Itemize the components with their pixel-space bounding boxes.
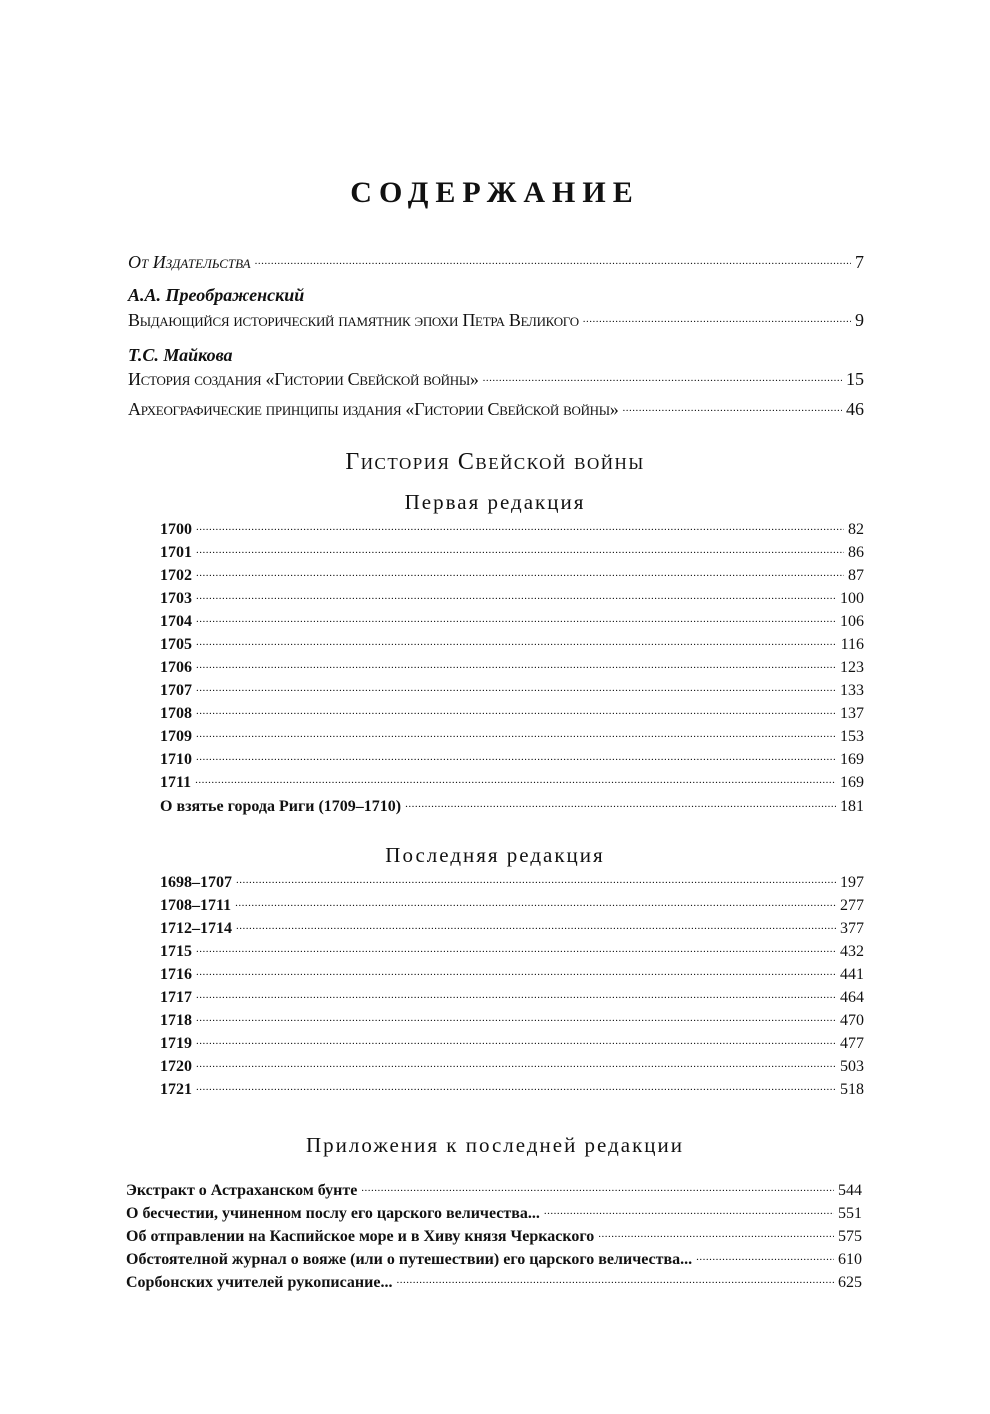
entry-title: 1720	[160, 1058, 192, 1075]
toc-entry-year[interactable]	[160, 725, 864, 746]
dot-leader	[696, 1248, 834, 1264]
toc-entry-year[interactable]	[160, 564, 864, 585]
dot-leader	[196, 610, 836, 626]
page-number: 277	[840, 897, 864, 914]
page-number: 551	[838, 1205, 862, 1222]
entry-title: 1709	[160, 728, 192, 745]
toc-entry-year[interactable]	[160, 940, 864, 961]
toc-entry-year[interactable]	[160, 587, 864, 608]
toc-entry-riga[interactable]	[160, 795, 864, 816]
dot-leader	[196, 1055, 836, 1071]
entry-title: 1717	[160, 989, 192, 1006]
entry-title: 1710	[160, 751, 192, 768]
toc-entry-year[interactable]	[160, 702, 864, 723]
dot-leader	[196, 1078, 836, 1094]
dot-leader	[544, 1202, 834, 1218]
subsection-heading-last-edition: Последняя редакция	[385, 843, 605, 867]
entry-title: История создания «Гистории Свейской войны»	[128, 369, 479, 389]
entry-title: Экстракт о Астраханском бунте	[126, 1182, 358, 1199]
page-number: 518	[840, 1081, 864, 1098]
page-number: 197	[840, 874, 864, 891]
toc-entry-year[interactable]	[160, 1032, 864, 1053]
entry-title: Обстоятелной журнал о вояже (или о путешествии) его царского величества...	[126, 1251, 693, 1268]
page-number: 86	[848, 544, 864, 561]
page-number: 503	[840, 1058, 864, 1075]
page-number: 181	[840, 798, 864, 815]
section-heading-main: Гистория Свейской войны	[345, 449, 645, 475]
entry-title: 1711	[160, 774, 192, 791]
dot-leader	[196, 564, 844, 580]
toc-entry-publisher-note[interactable]	[128, 250, 864, 273]
page-number: 133	[840, 682, 864, 699]
dot-leader	[196, 940, 836, 956]
entry-title: 1704	[160, 613, 192, 630]
page-number: 169	[840, 751, 864, 768]
entry-title: 1707	[160, 682, 192, 699]
dot-leader	[236, 917, 836, 933]
dot-leader	[196, 702, 836, 718]
toc-entry-year[interactable]	[160, 541, 864, 562]
entry-title: 1698–1707	[160, 874, 232, 891]
page-number: 441	[840, 966, 864, 983]
toc-entry-year[interactable]	[160, 917, 864, 938]
toc-entry-appendix[interactable]	[126, 1248, 862, 1269]
toc-entry-year[interactable]	[160, 963, 864, 984]
dot-leader	[196, 725, 836, 741]
toc-entry-year[interactable]	[160, 986, 864, 1007]
dot-leader	[196, 518, 844, 534]
toc-entry-year[interactable]	[160, 771, 864, 792]
dot-leader	[598, 1225, 834, 1241]
page-number: 106	[840, 613, 864, 630]
dot-leader	[196, 679, 836, 695]
entry-title: 1706	[160, 659, 192, 676]
toc-entry-article[interactable]	[128, 397, 864, 420]
page-number: 477	[840, 1035, 864, 1052]
entry-title: 1712–1714	[160, 920, 232, 937]
page-number: 46	[846, 399, 864, 419]
toc-entry-year[interactable]	[160, 518, 864, 539]
toc-entry-year[interactable]	[160, 656, 864, 677]
entry-title: 1715	[160, 943, 192, 960]
page-number: 15	[846, 369, 864, 389]
page-number: 432	[840, 943, 864, 960]
toc-entry-year[interactable]	[160, 610, 864, 631]
dot-leader	[196, 1009, 836, 1025]
dot-leader	[236, 871, 836, 887]
entry-title: 1718	[160, 1012, 192, 1029]
toc-entry-article[interactable]	[128, 367, 864, 390]
page-number: 9	[855, 310, 864, 330]
author-name: А.А. Преображенский	[128, 285, 305, 305]
dot-leader	[623, 397, 842, 415]
dot-leader	[196, 986, 836, 1002]
page-number: 610	[838, 1251, 862, 1268]
toc-entry-year[interactable]	[160, 894, 864, 915]
toc-entry-appendix[interactable]	[126, 1179, 862, 1200]
toc-entry-year[interactable]	[160, 679, 864, 700]
entry-title: О бесчестии, учиненном послу его царского величества...	[126, 1205, 540, 1222]
page-number: 87	[848, 567, 864, 584]
page-number: 137	[840, 705, 864, 722]
page-title: СОДЕРЖАНИЕ	[350, 176, 640, 209]
dot-leader	[396, 1271, 834, 1287]
subsection-heading-appendices: Приложения к последней редакции	[305, 1133, 685, 1157]
dot-leader	[235, 894, 836, 910]
dot-leader	[196, 656, 836, 672]
page-number: 464	[840, 989, 864, 1006]
dot-leader	[483, 367, 842, 385]
page-number: 116	[840, 636, 864, 653]
dot-leader	[196, 541, 844, 557]
entry-title: От Издательства	[128, 252, 251, 272]
toc-entry-year[interactable]	[160, 1078, 864, 1099]
toc-entry-appendix[interactable]	[126, 1225, 862, 1246]
dot-leader	[583, 308, 851, 326]
dot-leader	[196, 633, 837, 649]
toc-entry-article[interactable]	[128, 308, 864, 331]
entry-title: Выдающийся исторический памятник эпохи Петра Великого	[128, 310, 579, 330]
entry-title: 1708–1711	[160, 897, 232, 914]
entry-title: О взятье города Риги (1709–1710)	[160, 798, 402, 815]
entry-title: 1719	[160, 1035, 192, 1052]
entry-title: Сорбонских учителей рукописание...	[126, 1274, 393, 1291]
toc-entry-year[interactable]	[160, 1009, 864, 1030]
page-number: 100	[840, 590, 864, 607]
page-number: 153	[840, 728, 864, 745]
subsection-heading-first-edition: Первая редакция	[404, 490, 586, 514]
toc-entry-year[interactable]	[160, 1055, 864, 1076]
page-number: 625	[838, 1274, 862, 1291]
entry-title: 1700	[160, 521, 192, 538]
dot-leader	[196, 1032, 836, 1048]
toc-entry-year[interactable]	[160, 871, 864, 892]
entry-title: 1703	[160, 590, 192, 607]
dot-leader	[196, 587, 836, 603]
entry-title: 1701	[160, 544, 192, 561]
entry-title: Археографические принципы издания «Гистории Свейской войны»	[128, 399, 619, 419]
toc-entry-appendix[interactable]	[126, 1271, 862, 1292]
page-number: 7	[855, 252, 864, 272]
entry-title: 1705	[160, 636, 192, 653]
page-number: 575	[838, 1228, 862, 1245]
entry-title: 1721	[160, 1081, 192, 1098]
dot-leader	[405, 795, 836, 811]
toc-entry-appendix[interactable]	[126, 1202, 862, 1223]
dot-leader	[361, 1179, 834, 1195]
page-number: 544	[838, 1182, 862, 1199]
entry-title: 1708	[160, 705, 192, 722]
dot-leader	[196, 963, 836, 979]
page-number: 169	[840, 774, 864, 791]
page-number: 82	[848, 521, 864, 538]
toc-entry-year[interactable]	[160, 748, 864, 769]
page-number: 470	[840, 1012, 864, 1029]
dot-leader	[255, 250, 851, 268]
dot-leader	[195, 771, 836, 787]
entry-title: Об отправлении на Каспийское море и в Хиву князя Черкаского	[126, 1228, 595, 1245]
page-number: 123	[840, 659, 864, 676]
entry-title: 1716	[160, 966, 192, 983]
page-number: 377	[840, 920, 864, 937]
entry-title: 1702	[160, 567, 192, 584]
toc-entry-year[interactable]	[160, 633, 864, 654]
dot-leader	[196, 748, 836, 764]
author-name: Т.С. Майкова	[128, 345, 233, 365]
